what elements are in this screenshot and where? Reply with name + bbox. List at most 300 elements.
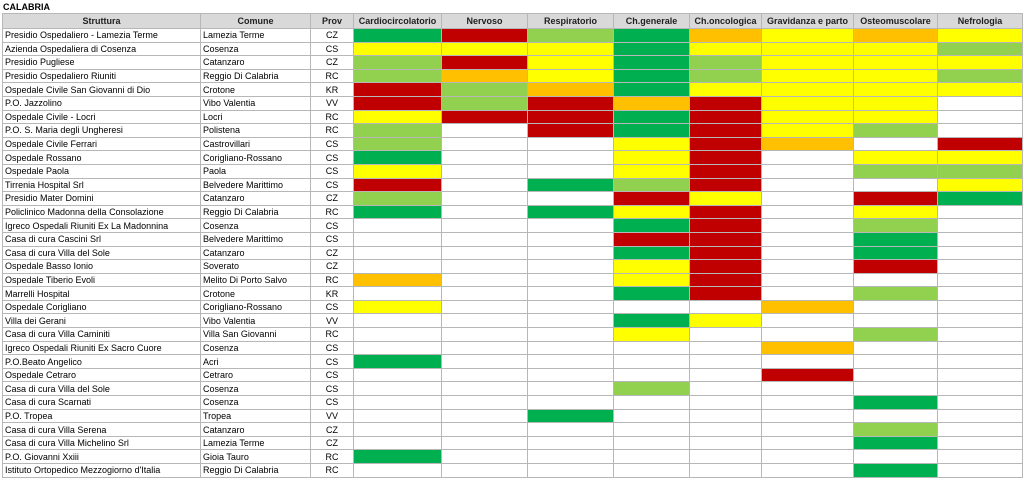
- comune-name: Corigliano-Rossano: [201, 151, 311, 165]
- rating-cell: [938, 110, 1023, 124]
- rating-cell: [354, 355, 442, 369]
- rating-cell: [690, 314, 762, 328]
- rating-cell: [354, 69, 442, 83]
- rating-cell: [854, 368, 938, 382]
- rating-cell: [938, 219, 1023, 233]
- rating-cell: [614, 314, 690, 328]
- province-code: RC: [311, 69, 354, 83]
- column-header: Osteomuscolare: [854, 14, 938, 29]
- rating-cell: [354, 368, 442, 382]
- rating-cell: [528, 260, 614, 274]
- province-code: KR: [311, 287, 354, 301]
- structure-name: Igreco Ospedali Riuniti Ex La Madonnina: [3, 219, 201, 233]
- rating-cell: [938, 409, 1023, 423]
- table-row: [3, 300, 1023, 314]
- comune-name: Vibo Valentia: [201, 96, 311, 110]
- rating-cell: [528, 355, 614, 369]
- rating-cell: [854, 464, 938, 478]
- rating-cell: [854, 69, 938, 83]
- table-row: [3, 423, 1023, 437]
- province-code: CS: [311, 382, 354, 396]
- rating-cell: [854, 341, 938, 355]
- rating-cell: [762, 42, 854, 56]
- structure-name: Villa dei Gerani: [3, 314, 201, 328]
- rating-cell: [762, 423, 854, 437]
- rating-cell: [528, 69, 614, 83]
- rating-cell: [442, 450, 528, 464]
- rating-cell: [854, 232, 938, 246]
- rating-cell: [354, 314, 442, 328]
- rating-cell: [442, 192, 528, 206]
- rating-cell: [690, 42, 762, 56]
- province-code: RC: [311, 124, 354, 138]
- rating-cell: [528, 396, 614, 410]
- comune-name: Belvedere Marittimo: [201, 232, 311, 246]
- rating-cell: [854, 300, 938, 314]
- rating-cell: [690, 124, 762, 138]
- comune-name: Villa San Giovanni: [201, 328, 311, 342]
- rating-cell: [938, 300, 1023, 314]
- rating-cell: [690, 205, 762, 219]
- rating-cell: [938, 232, 1023, 246]
- province-code: RC: [311, 450, 354, 464]
- rating-cell: [854, 396, 938, 410]
- rating-cell: [354, 396, 442, 410]
- comune-name: Vibo Valentia: [201, 314, 311, 328]
- rating-cell: [854, 273, 938, 287]
- rating-cell: [614, 341, 690, 355]
- rating-cell: [528, 246, 614, 260]
- comune-name: Polistena: [201, 124, 311, 138]
- rating-cell: [354, 232, 442, 246]
- rating-cell: [690, 83, 762, 97]
- column-header: Cardiocircolatorio: [354, 14, 442, 29]
- structure-name: Ospedale Rossano: [3, 151, 201, 165]
- rating-cell: [762, 164, 854, 178]
- rating-cell: [528, 341, 614, 355]
- rating-cell: [528, 124, 614, 138]
- rating-cell: [938, 368, 1023, 382]
- rating-cell: [938, 341, 1023, 355]
- rating-cell: [762, 205, 854, 219]
- rating-cell: [442, 300, 528, 314]
- rating-cell: [854, 192, 938, 206]
- rating-cell: [938, 436, 1023, 450]
- rating-cell: [442, 96, 528, 110]
- rating-cell: [442, 287, 528, 301]
- structure-name: Policlinico Madonna della Consolazione: [3, 205, 201, 219]
- rating-cell: [762, 341, 854, 355]
- structure-name: Casa di cura Villa Caminiti: [3, 328, 201, 342]
- rating-cell: [528, 137, 614, 151]
- rating-cell: [614, 450, 690, 464]
- table-row: [3, 137, 1023, 151]
- province-code: CS: [311, 151, 354, 165]
- rating-cell: [442, 368, 528, 382]
- rating-cell: [762, 464, 854, 478]
- province-code: CS: [311, 178, 354, 192]
- rating-cell: [354, 423, 442, 437]
- rating-cell: [854, 137, 938, 151]
- rating-cell: [442, 69, 528, 83]
- rating-cell: [354, 56, 442, 70]
- rating-cell: [528, 409, 614, 423]
- structure-name: Ospedale Basso Ionio: [3, 260, 201, 274]
- rating-cell: [354, 83, 442, 97]
- rating-cell: [528, 205, 614, 219]
- rating-cell: [690, 382, 762, 396]
- table-row: [3, 368, 1023, 382]
- table-row: [3, 260, 1023, 274]
- rating-cell: [528, 29, 614, 43]
- structure-name: Ospedale Civile Ferrari: [3, 137, 201, 151]
- rating-cell: [614, 464, 690, 478]
- rating-cell: [354, 450, 442, 464]
- province-code: RC: [311, 273, 354, 287]
- rating-cell: [442, 42, 528, 56]
- table-row: [3, 110, 1023, 124]
- structure-name: Casa di cura Villa del Sole: [3, 246, 201, 260]
- table-row: [3, 164, 1023, 178]
- region-title: CALABRIA: [3, 2, 50, 12]
- rating-cell: [690, 96, 762, 110]
- rating-cell: [528, 178, 614, 192]
- rating-cell: [528, 287, 614, 301]
- comune-name: Cosenza: [201, 219, 311, 233]
- table-body: [3, 29, 1023, 478]
- rating-cell: [854, 260, 938, 274]
- rating-cell: [614, 69, 690, 83]
- rating-cell: [690, 450, 762, 464]
- rating-cell: [854, 409, 938, 423]
- rating-cell: [442, 423, 528, 437]
- rating-cell: [614, 219, 690, 233]
- rating-cell: [528, 151, 614, 165]
- rating-cell: [854, 56, 938, 70]
- rating-cell: [762, 368, 854, 382]
- structure-name: Ospedale Tiberio Evoli: [3, 273, 201, 287]
- province-code: KR: [311, 83, 354, 97]
- rating-cell: [762, 124, 854, 138]
- table-row: [3, 124, 1023, 138]
- column-header: Struttura: [3, 14, 201, 29]
- table-row: [3, 178, 1023, 192]
- rating-cell: [614, 328, 690, 342]
- comune-name: Reggio Di Calabria: [201, 69, 311, 83]
- table-row: [3, 382, 1023, 396]
- rating-cell: [614, 396, 690, 410]
- comune-name: Crotone: [201, 83, 311, 97]
- rating-cell: [354, 29, 442, 43]
- comune-name: Paola: [201, 164, 311, 178]
- structure-name: P.O. Jazzolino: [3, 96, 201, 110]
- table-row: [3, 205, 1023, 219]
- rating-cell: [614, 137, 690, 151]
- rating-cell: [528, 423, 614, 437]
- rating-cell: [354, 409, 442, 423]
- rating-cell: [762, 260, 854, 274]
- rating-cell: [354, 96, 442, 110]
- structure-name: Tirrenia Hospital Srl: [3, 178, 201, 192]
- rating-cell: [690, 29, 762, 43]
- rating-cell: [442, 436, 528, 450]
- rating-cell: [854, 246, 938, 260]
- comune-name: Lamezia Terme: [201, 29, 311, 43]
- rating-cell: [854, 436, 938, 450]
- structure-name: Ospedale Corigliano: [3, 300, 201, 314]
- rating-cell: [938, 96, 1023, 110]
- rating-cell: [614, 355, 690, 369]
- comune-name: Reggio Di Calabria: [201, 205, 311, 219]
- rating-cell: [528, 436, 614, 450]
- structure-name: Ospedale Paola: [3, 164, 201, 178]
- rating-cell: [614, 368, 690, 382]
- rating-cell: [938, 164, 1023, 178]
- rating-cell: [354, 382, 442, 396]
- province-code: VV: [311, 314, 354, 328]
- rating-cell: [528, 314, 614, 328]
- rating-cell: [762, 137, 854, 151]
- rating-cell: [762, 450, 854, 464]
- rating-cell: [690, 56, 762, 70]
- table-row: [3, 273, 1023, 287]
- rating-cell: [762, 328, 854, 342]
- rating-cell: [762, 287, 854, 301]
- rating-cell: [854, 328, 938, 342]
- rating-cell: [354, 328, 442, 342]
- column-header: Ch.generale: [614, 14, 690, 29]
- rating-cell: [614, 205, 690, 219]
- rating-cell: [938, 83, 1023, 97]
- rating-cell: [354, 110, 442, 124]
- rating-cell: [938, 56, 1023, 70]
- rating-cell: [762, 96, 854, 110]
- province-code: RC: [311, 328, 354, 342]
- comune-name: Tropea: [201, 409, 311, 423]
- structure-name: Ospedale Civile - Locri: [3, 110, 201, 124]
- rating-cell: [762, 246, 854, 260]
- comune-name: Castrovillari: [201, 137, 311, 151]
- rating-cell: [938, 423, 1023, 437]
- comune-name: Gioia Tauro: [201, 450, 311, 464]
- rating-cell: [614, 287, 690, 301]
- rating-cell: [528, 232, 614, 246]
- province-code: CS: [311, 42, 354, 56]
- rating-cell: [442, 396, 528, 410]
- rating-cell: [614, 409, 690, 423]
- rating-cell: [354, 205, 442, 219]
- rating-cell: [528, 273, 614, 287]
- structure-name: Igreco Ospedali Riuniti Ex Sacro Cuore: [3, 341, 201, 355]
- rating-cell: [854, 83, 938, 97]
- rating-cell: [442, 56, 528, 70]
- rating-cell: [854, 314, 938, 328]
- rating-cell: [938, 450, 1023, 464]
- rating-cell: [938, 314, 1023, 328]
- rating-cell: [762, 396, 854, 410]
- rating-cell: [762, 409, 854, 423]
- rating-cell: [528, 164, 614, 178]
- table-row: [3, 436, 1023, 450]
- rating-cell: [354, 287, 442, 301]
- rating-cell: [442, 232, 528, 246]
- structure-name: Casa di cura Villa Serena: [3, 423, 201, 437]
- rating-cell: [354, 341, 442, 355]
- rating-cell: [528, 328, 614, 342]
- rating-cell: [854, 382, 938, 396]
- rating-cell: [762, 192, 854, 206]
- province-code: CS: [311, 355, 354, 369]
- table-row: [3, 328, 1023, 342]
- rating-cell: [442, 29, 528, 43]
- rating-cell: [938, 260, 1023, 274]
- rating-cell: [938, 273, 1023, 287]
- rating-cell: [690, 219, 762, 233]
- rating-cell: [614, 300, 690, 314]
- rating-cell: [762, 273, 854, 287]
- rating-cell: [938, 246, 1023, 260]
- rating-cell: [442, 273, 528, 287]
- comune-name: Cosenza: [201, 396, 311, 410]
- province-code: CS: [311, 219, 354, 233]
- table-row: [3, 232, 1023, 246]
- rating-cell: [528, 192, 614, 206]
- structure-name: Presidio Ospedaliero Riuniti: [3, 69, 201, 83]
- structure-name: Presidio Ospedaliero - Lamezia Terme: [3, 29, 201, 43]
- rating-cell: [614, 436, 690, 450]
- table-row: [3, 56, 1023, 70]
- rating-cell: [614, 96, 690, 110]
- rating-cell: [528, 110, 614, 124]
- comune-name: Crotone: [201, 287, 311, 301]
- rating-cell: [354, 178, 442, 192]
- rating-cell: [854, 42, 938, 56]
- table-row: [3, 42, 1023, 56]
- table-row: [3, 83, 1023, 97]
- comune-name: Soverato: [201, 260, 311, 274]
- rating-cell: [528, 464, 614, 478]
- comune-name: Cosenza: [201, 341, 311, 355]
- rating-cell: [614, 423, 690, 437]
- comune-name: Cetraro: [201, 368, 311, 382]
- rating-cell: [614, 29, 690, 43]
- rating-cell: [854, 423, 938, 437]
- rating-cell: [614, 164, 690, 178]
- table-row: [3, 246, 1023, 260]
- rating-cell: [762, 232, 854, 246]
- province-code: VV: [311, 96, 354, 110]
- rating-cell: [442, 110, 528, 124]
- comune-name: Catanzaro: [201, 56, 311, 70]
- structure-name: Azienda Ospedaliera di Cosenza: [3, 42, 201, 56]
- province-code: CZ: [311, 423, 354, 437]
- rating-cell: [614, 124, 690, 138]
- rating-cell: [442, 409, 528, 423]
- structure-name: Casa di cura Villa Michelino Srl: [3, 436, 201, 450]
- comune-name: Belvedere Marittimo: [201, 178, 311, 192]
- rating-cell: [442, 355, 528, 369]
- rating-cell: [938, 382, 1023, 396]
- rating-cell: [762, 382, 854, 396]
- province-code: CZ: [311, 436, 354, 450]
- rating-cell: [528, 382, 614, 396]
- rating-cell: [690, 273, 762, 287]
- table-row: [3, 96, 1023, 110]
- rating-cell: [938, 205, 1023, 219]
- rating-cell: [442, 260, 528, 274]
- rating-cell: [354, 273, 442, 287]
- structure-name: Casa di cura Villa del Sole: [3, 382, 201, 396]
- rating-cell: [854, 164, 938, 178]
- rating-cell: [614, 382, 690, 396]
- rating-cell: [442, 314, 528, 328]
- comune-name: Locri: [201, 110, 311, 124]
- rating-cell: [354, 164, 442, 178]
- structure-name: P.O. Tropea: [3, 409, 201, 423]
- rating-cell: [528, 450, 614, 464]
- rating-cell: [762, 69, 854, 83]
- rating-cell: [614, 56, 690, 70]
- rating-cell: [354, 219, 442, 233]
- rating-cell: [442, 205, 528, 219]
- rating-cell: [762, 83, 854, 97]
- rating-cell: [854, 124, 938, 138]
- rating-cell: [442, 178, 528, 192]
- rating-cell: [442, 341, 528, 355]
- rating-cell: [442, 464, 528, 478]
- header-row: [3, 14, 1023, 29]
- rating-cell: [528, 96, 614, 110]
- rating-cell: [442, 83, 528, 97]
- rating-cell: [854, 96, 938, 110]
- rating-cell: [614, 83, 690, 97]
- structure-name: Marrelli Hospital: [3, 287, 201, 301]
- rating-cell: [690, 436, 762, 450]
- structure-name: Ospedale Civile San Giovanni di Dio: [3, 83, 201, 97]
- rating-cell: [614, 273, 690, 287]
- table-row: [3, 29, 1023, 43]
- rating-cell: [614, 260, 690, 274]
- rating-cell: [762, 355, 854, 369]
- rating-cell: [442, 219, 528, 233]
- rating-cell: [690, 396, 762, 410]
- rating-cell: [854, 205, 938, 219]
- structure-name: Casa di cura Cascini Srl: [3, 232, 201, 246]
- rating-cell: [762, 29, 854, 43]
- rating-cell: [854, 151, 938, 165]
- rating-cell: [938, 29, 1023, 43]
- rating-cell: [614, 232, 690, 246]
- rating-cell: [690, 246, 762, 260]
- table-row: [3, 69, 1023, 83]
- column-header: Nervoso: [442, 14, 528, 29]
- province-code: CS: [311, 232, 354, 246]
- province-code: CZ: [311, 246, 354, 260]
- rating-cell: [354, 192, 442, 206]
- rating-cell: [762, 300, 854, 314]
- rating-cell: [762, 219, 854, 233]
- rating-cell: [854, 450, 938, 464]
- structure-name: Presidio Mater Domini: [3, 192, 201, 206]
- rating-cell: [528, 368, 614, 382]
- comune-name: Catanzaro: [201, 246, 311, 260]
- rating-cell: [938, 137, 1023, 151]
- comune-name: Acri: [201, 355, 311, 369]
- table-row: [3, 396, 1023, 410]
- rating-cell: [938, 464, 1023, 478]
- rating-cell: [528, 219, 614, 233]
- structure-name: P.O. Giovanni Xxiii: [3, 450, 201, 464]
